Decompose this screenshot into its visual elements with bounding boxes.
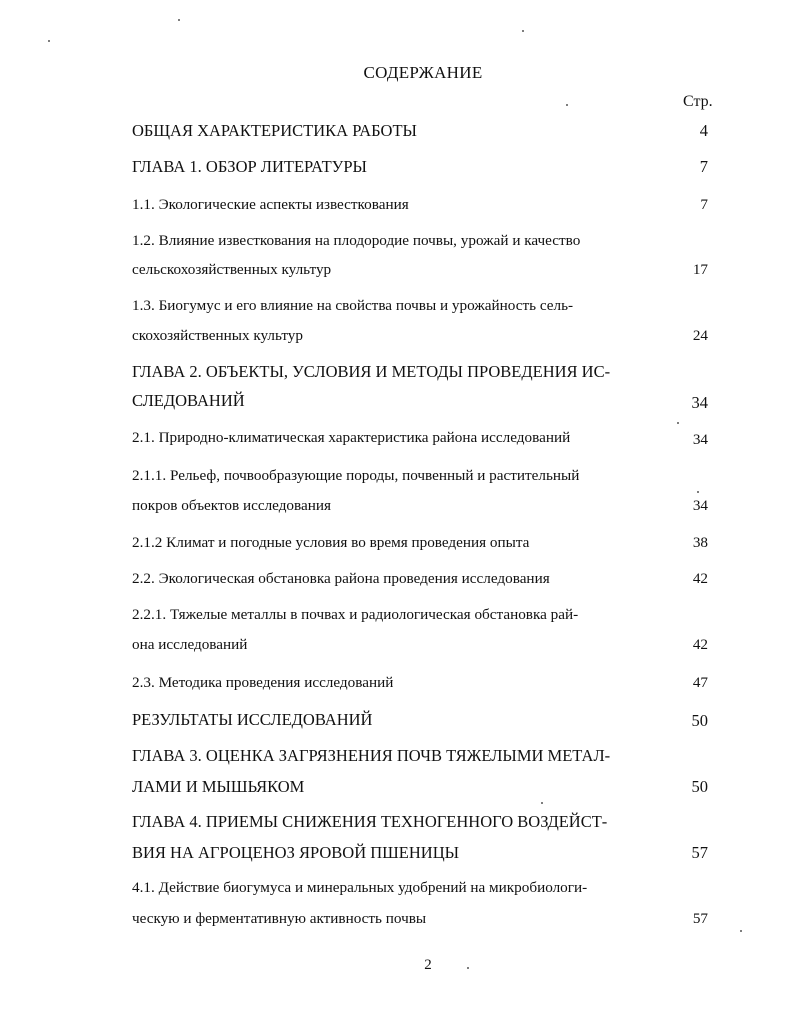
toc-entry-text: ГЛАВА 2. ОБЪЕКТЫ, УСЛОВИЯ И МЕТОДЫ ПРОВЕДЕНИЯ ИС- xyxy=(132,362,611,381)
toc-entry-text: она исследований xyxy=(132,636,248,653)
toc-entry-page: 34 xyxy=(692,431,708,448)
scan-speck xyxy=(48,40,50,42)
scan-speck xyxy=(467,967,469,969)
toc-entry-page: 57 xyxy=(692,910,708,927)
toc-entry-text: 1.3. Биогумус и его влияние на свойства почвы и урожайность сель- xyxy=(132,297,574,314)
toc-entry-page: 50 xyxy=(691,711,708,730)
toc-entry-text: 2.3. Методика проведения исследований xyxy=(132,674,394,691)
toc-entry-text: ВИЯ НА АГРОЦЕНОЗ ЯРОВОЙ ПШЕНИЦЫ xyxy=(132,843,460,862)
toc-entry-text: 2.1.2 Климат и погодные условия во время проведения опыта xyxy=(132,534,530,551)
page-number: 2 xyxy=(424,957,432,973)
toc-entry-text: 2.1.1. Рельеф, почвообразующие породы, почвенный и растительный xyxy=(132,467,580,484)
scan-speck xyxy=(677,422,679,424)
toc-entry-text: 1.2. Влияние известкования на плодородие почвы, урожай и качество xyxy=(132,232,581,249)
toc-entry-text: ГЛАВА 4. ПРИЕМЫ СНИЖЕНИЯ ТЕХНОГЕННОГО ВОЗДЕЙСТ- xyxy=(132,812,608,831)
page-column-header: Стр. xyxy=(683,93,713,110)
scan-speck xyxy=(566,104,568,106)
toc-entry-page: 34 xyxy=(692,497,708,514)
scan-speck xyxy=(697,491,699,493)
toc-entry-text: ГЛАВА 1. ОБЗОР ЛИТЕРАТУРЫ xyxy=(132,157,367,176)
toc-entry-text: ОБЩАЯ ХАРАКТЕРИСТИКА РАБОТЫ xyxy=(132,121,417,140)
toc-entry-text: ческую и ферментативную активность почвы xyxy=(132,910,427,927)
toc-entry-page: 47 xyxy=(692,674,708,691)
toc-entry-page: 34 xyxy=(691,393,708,412)
toc-entry-text: СЛЕДОВАНИЙ xyxy=(132,391,245,410)
scan-speck xyxy=(522,30,524,32)
toc-entry-page: 7 xyxy=(700,196,708,213)
toc-entry-text: 1.1. Экологические аспекты известкования xyxy=(132,196,409,213)
scan-speck xyxy=(740,930,742,932)
toc-entry-text: ЛАМИ И МЫШЬЯКОМ xyxy=(132,777,305,796)
toc-entry-page: 17 xyxy=(692,261,708,278)
toc-entry-page: 4 xyxy=(699,121,708,140)
scan-speck xyxy=(541,802,543,804)
toc-entry-text: 2.2.1. Тяжелые металлы в почвах и радиологическая обстановка рай- xyxy=(132,606,579,623)
toc-entry-page: 24 xyxy=(692,327,708,344)
toc-entry-page: 57 xyxy=(691,843,708,862)
toc-entry-text: покров объектов исследования xyxy=(132,497,331,514)
toc-entry-text: скохозяйственных культур xyxy=(132,327,303,344)
page-title: СОДЕРЖАНИЕ xyxy=(363,63,483,82)
toc-entry-page: 42 xyxy=(692,636,708,653)
toc-entry-text: ГЛАВА 3. ОЦЕНКА ЗАГРЯЗНЕНИЯ ПОЧВ ТЯЖЕЛЫМИ МЕТАЛ- xyxy=(132,746,611,765)
toc-entry-text: сельскохозяйственных культур xyxy=(132,261,332,278)
toc-entry-page: 50 xyxy=(691,777,708,796)
toc-entry-page: 38 xyxy=(692,534,708,551)
toc-entry-text: РЕЗУЛЬТАТЫ ИССЛЕДОВАНИЙ xyxy=(132,710,373,729)
toc-entry-text: 2.2. Экологическая обстановка района проведения исследования xyxy=(132,570,550,587)
scan-speck xyxy=(178,19,180,21)
toc-entry-page: 42 xyxy=(692,570,708,587)
toc-entry-text: 2.1. Природно-климатическая характеристика района исследований xyxy=(132,429,571,446)
toc-entry-text: 4.1. Действие биогумуса и минеральных удобрений на микробиологи- xyxy=(132,879,588,896)
toc-entry-page: 7 xyxy=(699,157,708,176)
